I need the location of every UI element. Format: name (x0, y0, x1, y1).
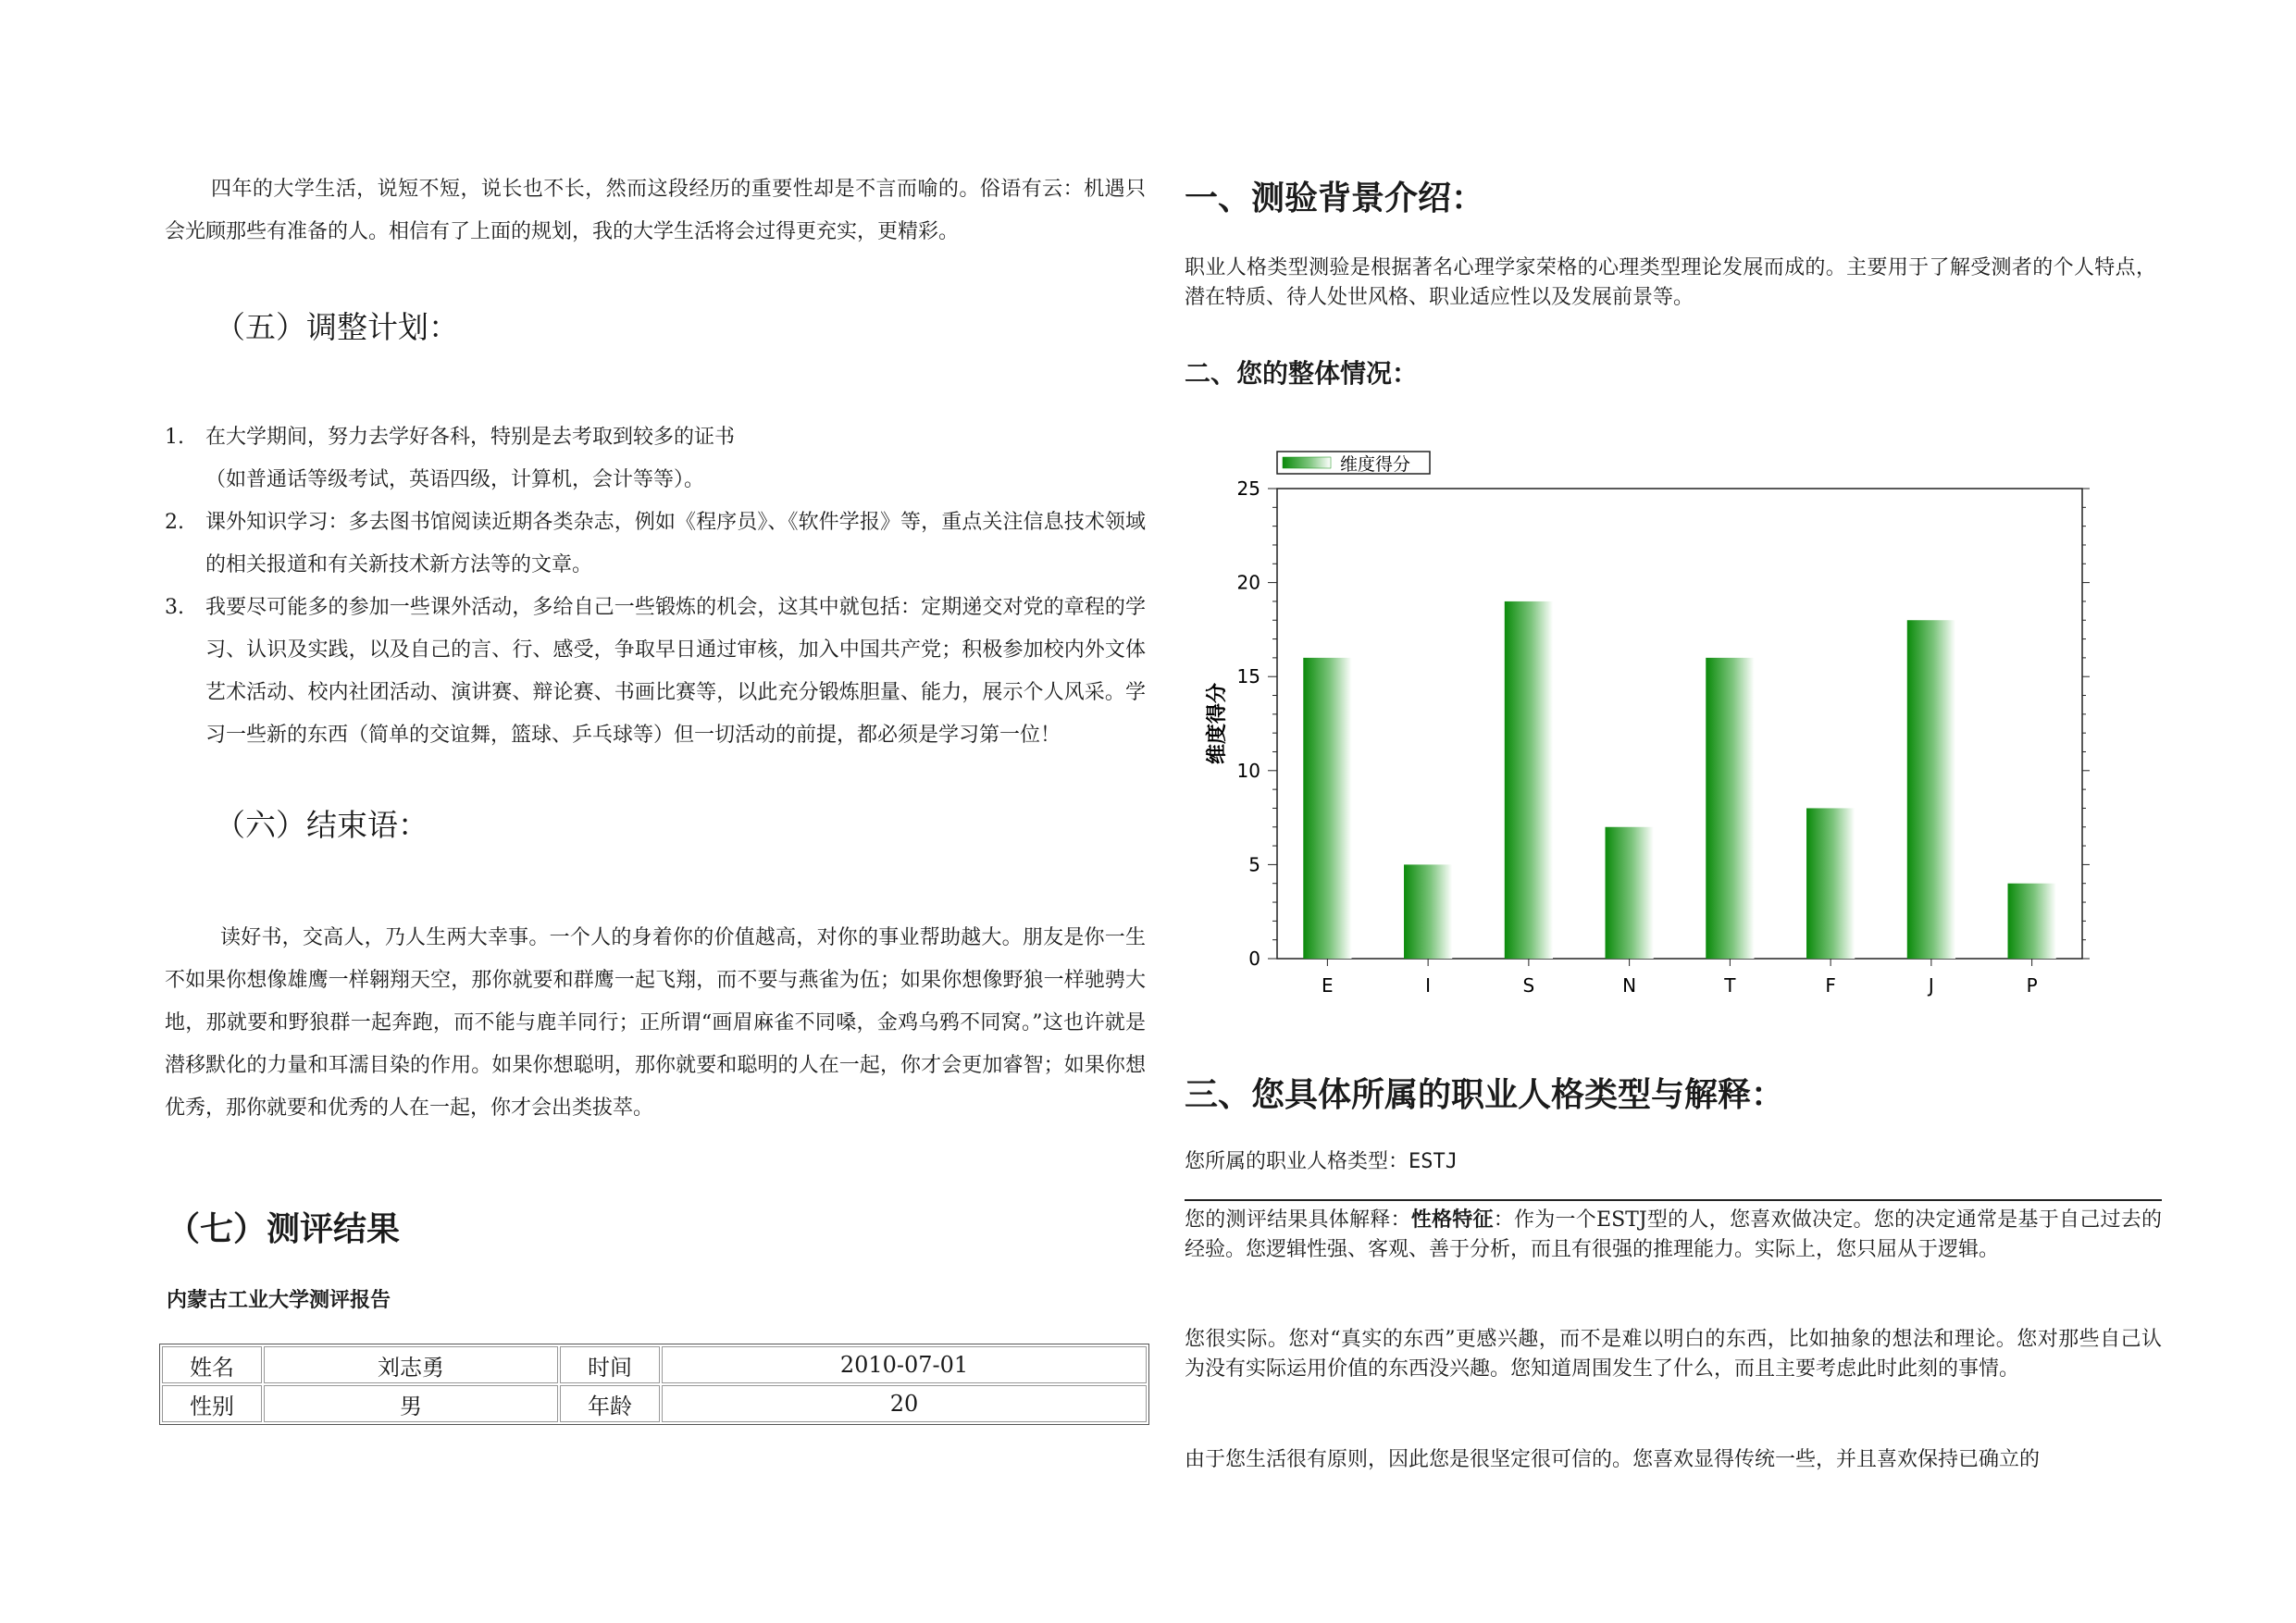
age-label: 年龄 (560, 1385, 660, 1422)
gender-value: 男 (264, 1385, 558, 1422)
section7-title: （七）测评结果 (167, 1210, 401, 1248)
plan-item-3 (165, 587, 1146, 757)
heading-type: 三、您具体所属的职业人格类型与解释： (1185, 1076, 1785, 1114)
plan-list (165, 416, 1146, 757)
age-value: 20 (662, 1385, 1147, 1422)
table-row (162, 1385, 1147, 1422)
bar-E (1303, 658, 1351, 959)
heading-background: 一、测验背景介绍： (1185, 180, 1485, 217)
bar-N (1606, 827, 1654, 959)
report-title: 内蒙古工业大学测评报告 (167, 1289, 391, 1312)
x-tick-label: F (1825, 974, 1836, 997)
legend-label: 维度得分 (1340, 454, 1411, 475)
plan-item-subtext: （如普通话等级考试，英语四级，计算机，会计等等）。 (205, 468, 705, 491)
type-line (1185, 1147, 1458, 1177)
x-tick-label: E (1322, 974, 1334, 997)
legend (1277, 452, 1430, 475)
y-tick-label: 20 (1236, 571, 1260, 594)
plan-item-text: 课外知识学习：多去图书馆阅读近期各类杂志，例如《程序员》、《软件学报》等，重点关注信息技术领域的相关报道和有关新技术新方法等的文章。 (205, 511, 1146, 576)
explanation-para-1 (1185, 1205, 2162, 1265)
explanation-para-3: 由于您生活很有原则，因此您是很坚定很可信的。您喜欢显得传统一些，并且喜欢保持已确立的 (1185, 1448, 2041, 1471)
intro-paragraph: 四年的大学生活，说短不短，说长也不长，然而这段经历的重要性却是不言而喻的。俗语有云：机遇只会光顾那些有准备的人。相信有了上面的规划，我的大学生活将会过得更充实，更精彩。 (165, 178, 1146, 243)
info-table (159, 1344, 1149, 1425)
y-axis-label: 维度得分 (1206, 682, 1229, 765)
x-tick-label: T (1724, 974, 1736, 997)
y-tick-label: 10 (1236, 759, 1260, 782)
closing-paragraph: 读好书，交高人，乃人生两大幸事。一个人的身着你的价值越高，对你的事业帮助越大。朋友是你一生不如果你想像雄鹰一样翱翔天空，那你就要和群鹰一起飞翔，而不要与燕雀为伍；如果你想像野狼一样驰骋大地，那就要和野狼群一起奔跑，而不能与鹿羊同行；正所谓“画眉麻雀不同嗓，金鸡乌鸦不同窝。”这也许就是潜移默化的力量和耳濡目染的作用。如果你想聪明，那你就要和聪明的人在一起，你才会更加睿智；如果你想优秀，那你就要和优秀的人在一起，你才会出类拔萃。 (165, 926, 1146, 1120)
dimension-score-chart (1185, 435, 2110, 1018)
explain-bold: 性格特征 (1410, 1208, 1494, 1232)
x-tick-label: P (2026, 974, 2038, 997)
x-tick-label: I (1425, 974, 1432, 997)
name-label: 姓名 (162, 1346, 262, 1383)
background-text: 职业人格类型测验是根据著名心理学家荣格的心理类型理论发展而成的。主要用于了解受测者的个人特点，潜在特质、待人处世风格、职业适应性以及发展前景等。 (1185, 256, 2156, 309)
plot-frame (1277, 489, 2082, 959)
plan-item-1 (165, 416, 1146, 502)
bar-J (1907, 620, 1955, 959)
plan-item-number: 2. (165, 511, 184, 534)
bar-P (2008, 884, 2056, 959)
plan-item-number: 3. (165, 596, 184, 619)
y-tick-label: 5 (1248, 853, 1260, 876)
y-tick-label: 0 (1248, 948, 1260, 970)
bar-S (1505, 601, 1553, 959)
divider (1185, 1199, 2162, 1201)
x-tick-label: S (1522, 974, 1535, 997)
explanation-para-2: 您很实际。您对“真实的东西”更感兴趣，而不是难以明白的东西，比如抽象的想法和理论。您对那些自己认为没有实际运用价值的东西没兴趣。您知道周围发生了什么，而且主要考虑此时此刻的事情。 (1185, 1328, 2162, 1381)
name-value: 刘志勇 (264, 1346, 558, 1383)
y-tick-label: 15 (1236, 665, 1260, 688)
section6-title: （六）结束语： (215, 807, 428, 843)
time-label: 时间 (560, 1346, 660, 1383)
explain-prefix: 您的测评结果具体解释： (1185, 1208, 1411, 1232)
plan-item-number: 1. (165, 426, 184, 449)
legend-swatch (1283, 457, 1331, 468)
type-label: 您所属的职业人格类型： (1185, 1150, 1409, 1173)
bar-T (1706, 658, 1754, 959)
plan-item-text: 我要尽可能多的参加一些课外活动，多给自己一些锻炼的机会，这其中就包括：定期递交对党的章程的学习、认识及实践，以及自己的言、行、感受，争取早日通过审核，加入中国共产党；积极参加校内外文体艺术活动、校内社团活动、演讲赛、辩论赛、书画比赛等，以此充分锻炼胆量、能力，展示个人风采。学习一些新的东西（简单的交谊舞，篮球、乒乓球等）但一切活动的前提，都必须是学习第一位！ (205, 596, 1146, 747)
table-row (162, 1346, 1147, 1383)
plan-item-2 (165, 502, 1146, 587)
y-tick-label: 25 (1236, 477, 1260, 500)
gender-label: 性别 (162, 1385, 262, 1422)
section5-title: （五）调整计划： (215, 309, 459, 345)
bar-I (1404, 864, 1452, 959)
explain-text: ：作为一个ESTJ型的人，您喜欢做决定。您的决定通常是基于自己过去的经验。您逻辑性强、客观、善于分析，而且有很强的推理能力。实际上，您只屈从于逻辑。 (1185, 1208, 2162, 1261)
plan-item-text: 在大学期间，努力去学好各科，特别是去考取到较多的证书 (205, 426, 736, 449)
time-value: 2010-07-01 (662, 1346, 1147, 1383)
bar-F (1806, 808, 1855, 959)
x-tick-label: N (1622, 974, 1637, 997)
x-tick-label: J (1928, 974, 1934, 997)
type-value: ESTJ (1409, 1150, 1458, 1173)
heading-overall: 二、您的整体情况： (1185, 358, 1419, 389)
